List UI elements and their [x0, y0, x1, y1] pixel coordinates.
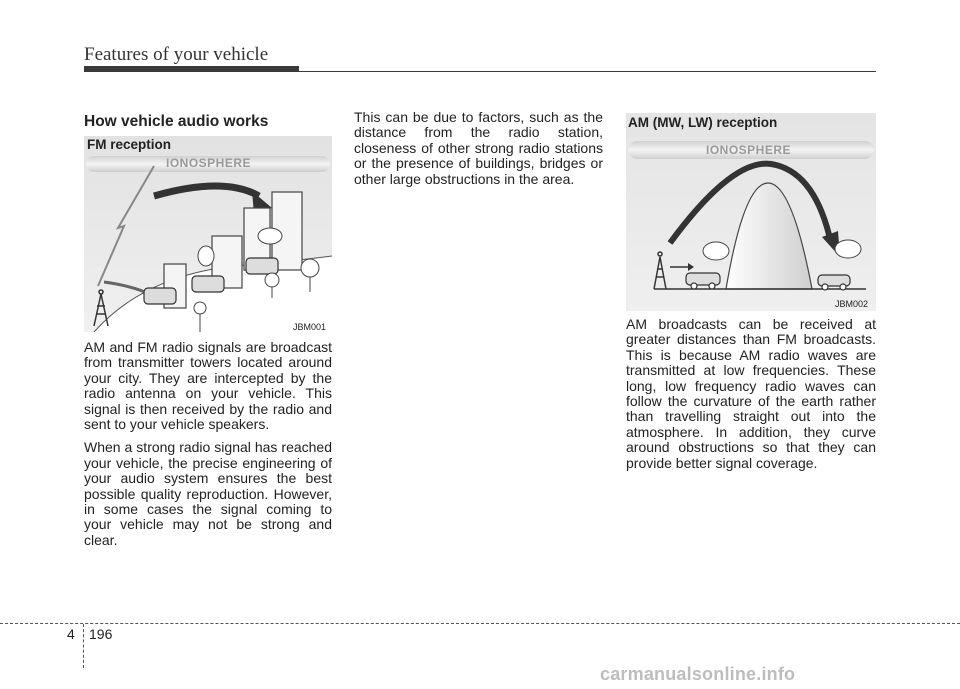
chapter-number: 4: [67, 626, 75, 642]
column-3-text: [626, 317, 876, 479]
fm-figure-code: JBM001: [293, 322, 327, 332]
am-ionosphere-label: IONOSPHERE: [706, 143, 792, 157]
page-number: 196: [89, 626, 113, 642]
fm-reception-figure: [84, 136, 332, 332]
am-figure-code: JBM002: [835, 299, 869, 309]
footer-divider: [83, 624, 84, 668]
fm-ionosphere-label: IONOSPHERE: [166, 156, 252, 170]
watermark: carmanualsonline.info: [600, 664, 796, 684]
header-rule-thin: [84, 71, 876, 72]
column-1-text: [84, 340, 332, 556]
am-figure-label: AM (MW, LW) reception: [628, 115, 778, 130]
fm-figure-label: FM reception: [87, 137, 172, 152]
column-2-text: [354, 110, 603, 195]
column-2-paragraph-1: This can be due to factors, such as the distance from the radio station, closeness of other strong radio stations or the presence of buildings, bridges or other large obstructions in the area.: [354, 109, 603, 187]
footer-rule: [0, 623, 960, 624]
column-3-paragraph-1: AM broadcasts can be received at greater distances than FM broadcasts. This is because AM radio waves are transmitted at low frequencies. These long, low frequency radio waves can follow the curvature of the earth rather than travelling straight out into the atmosphere. In addition, they curve around obstructions so that they can provide better signal coverage.: [626, 316, 876, 471]
column-1-paragraph-1: AM and FM radio signals are broadcast from transmitter towers located around your city. They are intercepted by the radio antenna on your vehicle. This signal is then received by the radio and sent to your vehicle speakers.: [84, 339, 332, 433]
section-heading: How vehicle audio works: [84, 113, 269, 130]
column-1-paragraph-2: When a strong radio signal has reached your vehicle, the precise engineering of your audio system ensures the best possible quality reproduction. However, in some cases the signal coming to your vehicle may not be strong and clear.: [84, 439, 332, 548]
am-reception-figure: [626, 113, 876, 311]
header-title: Features of your vehicle: [84, 44, 269, 65]
